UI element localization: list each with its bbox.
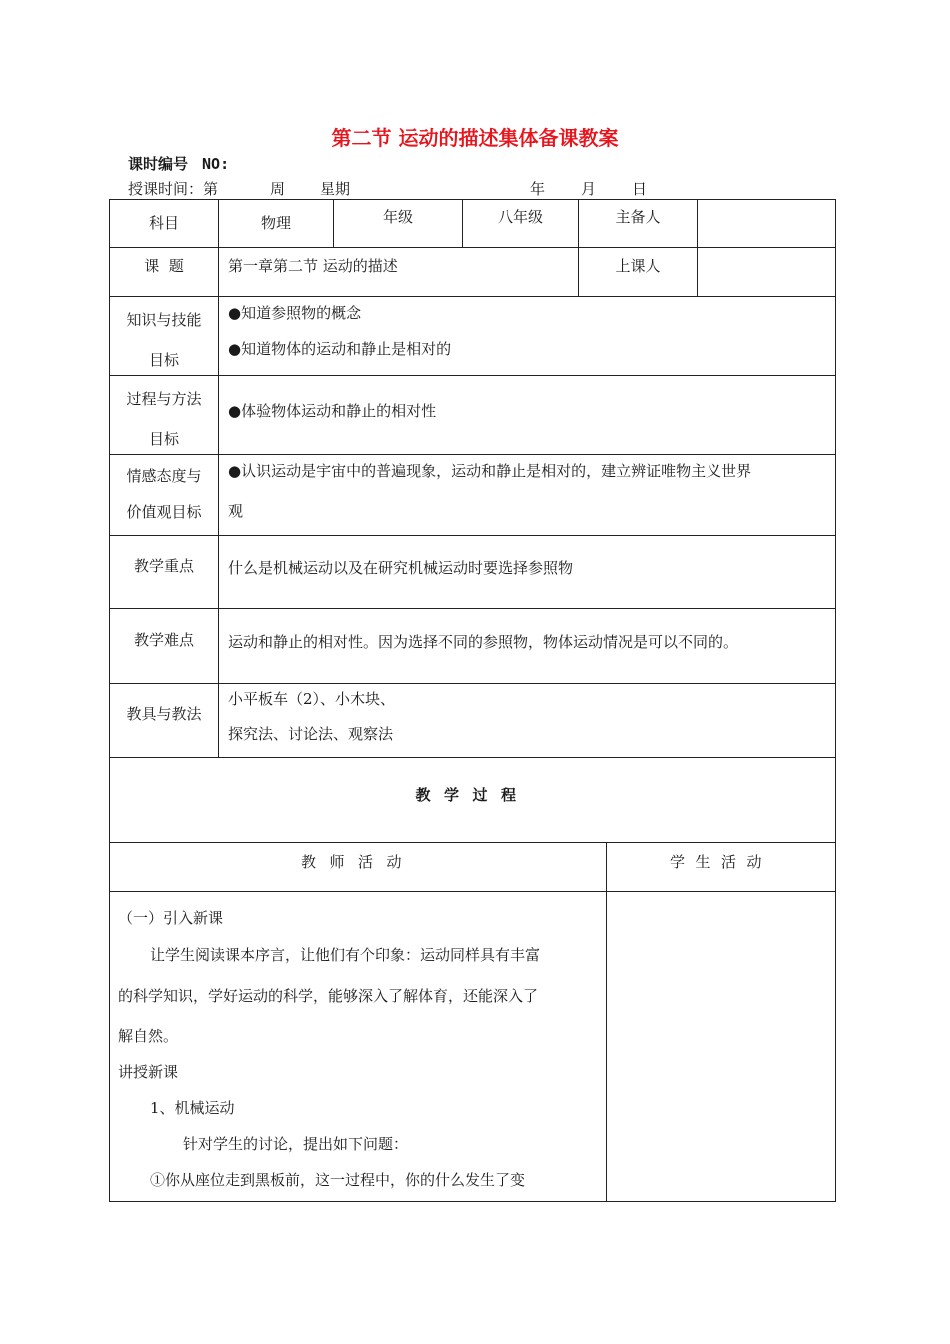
lesson-number-label: 课时编号	[128, 155, 189, 173]
key-point-value: 什么是机械运动以及在研究机械运动时要选择参照物	[228, 559, 574, 577]
weekday-label: 星期	[320, 180, 351, 198]
lesson-number-value: NO:	[202, 155, 230, 173]
knowledge-goal-label-2: 目标	[148, 351, 179, 369]
key-point-label: 教学重点	[133, 557, 194, 575]
lesson-number	[128, 153, 229, 174]
tools-line-1: 小平板车（2）、小木块、	[228, 690, 396, 708]
student-activity-header	[607, 853, 835, 871]
content-line: 1、机械运动	[150, 1099, 235, 1117]
emotion-goal-label-2: 价值观目标	[126, 503, 202, 521]
knowledge-item: ●知道物体的运动和静止是相对的	[228, 340, 452, 358]
knowledge-goal-label-1: 知识与技能	[126, 311, 202, 329]
subject-value: 物理	[260, 214, 291, 232]
content-line: 解自然。	[118, 1027, 179, 1045]
emotion-line-1: ●认识运动是宇宙中的普遍现象，运动和静止是相对的，建立辨证唯物主义世界	[228, 462, 752, 480]
tools-line-2: 探究法、讨论法、观察法	[228, 725, 394, 743]
student-activity-cell[interactable]	[607, 892, 835, 1201]
day-label: 日	[632, 180, 648, 198]
content-line: 的科学知识，学好运动的科学，能够深入了解体育，还能深入了	[118, 987, 539, 1005]
content-line: 针对学生的讨论，提出如下问题：	[183, 1135, 409, 1153]
topic-value: 第一章第二节 运动的描述	[228, 257, 398, 275]
document-title: 第二节 运动的描述集体备课教案	[331, 126, 619, 150]
teaching-time-label: 授课时间：第	[128, 180, 219, 198]
grade-value: 八年级	[497, 208, 543, 226]
content-line: 讲授新课	[118, 1063, 179, 1081]
teacher-label: 上课人	[615, 257, 661, 275]
student-activity-title: 学生活动	[669, 853, 772, 871]
process-item: ●体验物体运动和静止的相对性	[228, 402, 437, 420]
emotion-goal-label	[110, 458, 218, 530]
process-goal-label-2: 目标	[148, 430, 179, 448]
content-line: 让学生阅读课本序言，让他们有个印象：运动同样具有丰富	[150, 946, 541, 964]
content-line: ①你从座位走到黑板前，这一过程中，你的什么发生了变	[150, 1171, 526, 1189]
teaching-process-header	[110, 786, 835, 804]
grade-label: 年级	[382, 208, 413, 226]
teacher-activity-header	[110, 853, 606, 871]
content-line: （一）引入新课	[118, 909, 224, 927]
week-label: 周	[270, 180, 286, 198]
teaching-process-title: 教学过程	[415, 786, 530, 804]
difficult-point-label: 教学难点	[133, 631, 194, 649]
difficult-point-value: 运动和静止的相对性。因为选择不同的参照物，物体运动情况是可以不同的。	[228, 633, 739, 651]
process-goal-label-1: 过程与方法	[126, 390, 202, 408]
knowledge-item: ●知道参照物的概念	[228, 304, 362, 322]
topic-label: 课 题	[144, 257, 184, 275]
emotion-goal-label-1: 情感态度与	[126, 467, 202, 485]
emotion-line-2: 观	[228, 502, 244, 520]
teacher-activity-title: 教师活动	[300, 853, 415, 871]
month-label: 月	[581, 180, 597, 198]
tools-methods-label: 教具与教法	[126, 705, 202, 723]
process-goal-label	[110, 379, 218, 459]
preparer-label: 主备人	[615, 208, 661, 226]
knowledge-goal-label	[110, 300, 218, 380]
year-label: 年	[530, 180, 546, 198]
subject-label: 科目	[148, 214, 179, 232]
